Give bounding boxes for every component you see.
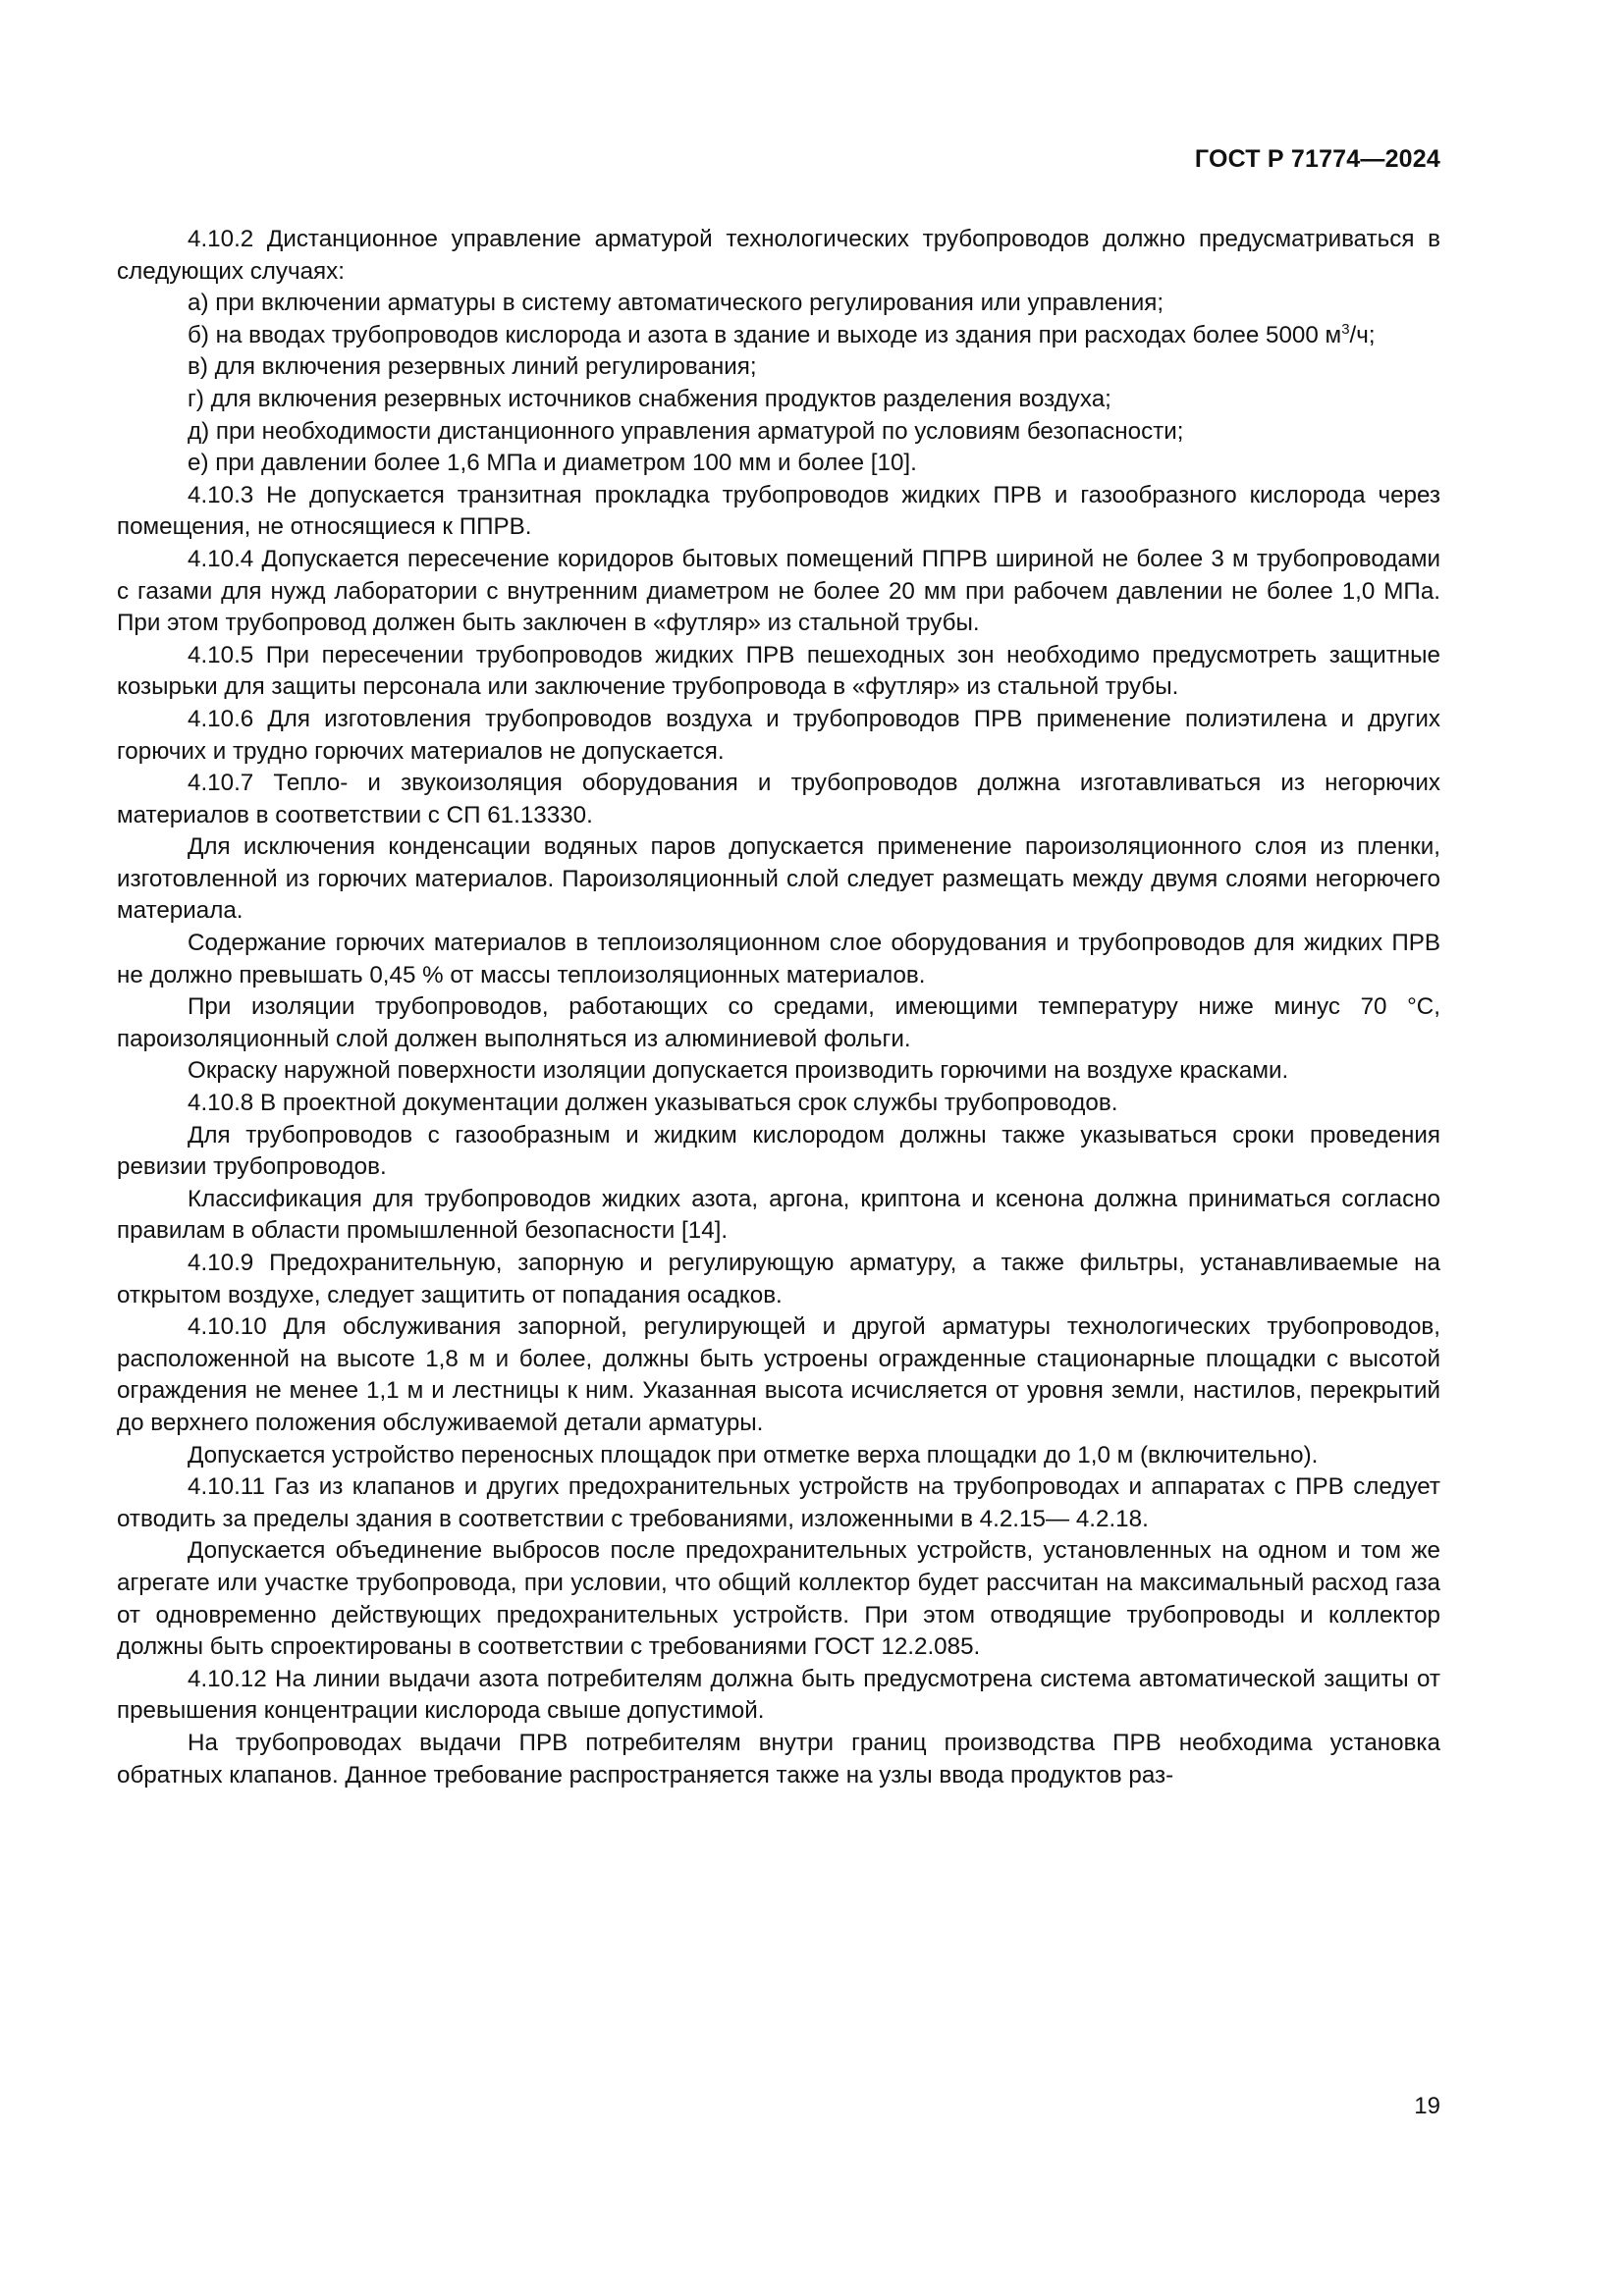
document-code-header: ГОСТ Р 71774—2024 xyxy=(1194,145,1440,173)
paragraph: На трубопроводах выдачи ПРВ потребителям внутри границ производства ПРВ необходима установка обратных клапанов. Данное требование распространяется также на узлы ввода продуктов раз- xyxy=(117,1729,1440,1789)
list-item-text: б) на вводах трубопроводов кислорода и азота в здание и выходе из здания при расходах более 5000 м xyxy=(188,321,1342,348)
paragraph: Для исключения конденсации водяных паров допускается применение пароизоляционного слоя из пленки, изготовленной из горючих материалов. Пароизоляционный слой следует размещать между двумя слоями негорючего материала. xyxy=(117,833,1440,925)
list-item: д) при необходимости дистанционного управления арматурой по условиям безопасности; xyxy=(188,417,1184,445)
paragraph: Классификация для трубопроводов жидких азота, аргона, криптона и ксенона должна приниматься согласно правилам в области промышленной безопасности [14]. xyxy=(117,1185,1440,1245)
paragraph: 4.10.11 Газ из клапанов и других предохранительных устройств на трубопроводах и аппаратах с ПРВ следует отводить за пределы здания в соответствии с требованиями, изложенными в 4.2.15— 4.2.18. xyxy=(117,1473,1440,1532)
paragraph: 4.10.7 Тепло- и звукоизоляция оборудования и трубопроводов должна изготавливаться из негорючих материалов в соответствии с СП 61.13330. xyxy=(117,770,1440,828)
paragraph: 4.10.8 В проектной документации должен указываться срок службы трубопроводов. xyxy=(188,1090,1118,1117)
paragraph: 4.10.3 Не допускается транзитная прокладка трубопроводов жидких ПРВ и газообразного кислорода через помещения, не относящиеся к ППРВ. xyxy=(117,481,1440,541)
paragraph: 4.10.9 Предохранительную, запорную и регулирующую арматуру, а также фильтры, устанавливаемые на открытом воздухе, следует защитить от попадания осадков. xyxy=(117,1250,1440,1308)
list-item: е) при давлении более 1,6 МПа и диаметром 100 мм и более [10]. xyxy=(188,450,917,477)
paragraph: 4.10.5 При пересечении трубопроводов жидких ПРВ пешеходных зон необходимо предусмотреть защитные козырьки для защиты персонала или заключение трубопровода в «футляр» из стальной трубы. xyxy=(117,641,1440,701)
paragraph: Для трубопроводов с газообразным и жидким кислородом должны также указываться сроки проведения ревизии трубопроводов. xyxy=(117,1121,1440,1181)
paragraph: 4.10.4 Допускается пересечение коридоров бытовых помещений ППРВ шириной не более 3 м трубопроводами с газами для нужд лаборатории с внутренним диаметром не более 20 мм при рабочем давлении не более 1,0 МПа. При этом трубопровод должен быть заключен в «футляр» из стальной трубы. xyxy=(117,545,1440,637)
paragraph: При изоляции трубопроводов, работающих со средами, имеющими температуру ниже минус 70 °С, пароизоляционный слой должен выполняться из алюминиевой фольги. xyxy=(117,993,1440,1052)
list-item: в) для включения резервных линий регулирования; xyxy=(188,353,757,381)
paragraph: Допускается устройство переносных площадок при отметке верха площадки до 1,0 м (включительно). xyxy=(188,1441,1319,1468)
paragraph: 4.10.6 Для изготовления трубопроводов воздуха и трубопроводов ПРВ применение полиэтилена и других горючих и трудно горючих материалов не допускается. xyxy=(117,705,1440,765)
list-item xyxy=(117,320,1440,352)
superscript: 3 xyxy=(1341,320,1350,338)
paragraph: 4.10.10 Для обслуживания запорной, регулирующей и другой арматуры технологических трубопроводов, расположенной на высоте 1,8 м и более, должны быть устроены огражденные стационарные площадки с высотой ограждения не менее 1,1 м и лестницы к ним. Указанная высота исчисляется от уровня земли, настилов, перекрытий до верхнего положения обслуживаемой детали арматуры. xyxy=(117,1313,1440,1436)
list-item: а) при включении арматуры в систему автоматического регулирования или управления; xyxy=(188,290,1164,317)
list-item: г) для включения резервных источников снабжения продуктов разделения воздуха; xyxy=(188,385,1111,412)
paragraph: 4.10.12 На линии выдачи азота потребителям должна быть предусмотрена система автоматической защиты от превышения концентрации кислорода свыше допустимой. xyxy=(117,1665,1440,1725)
page-number: 19 xyxy=(1414,2093,1440,2119)
paragraph: Содержание горючих материалов в теплоизоляционном слое оборудования и трубопроводов для жидких ПРВ не должно превышать 0,45 % от массы теплоизоляционных материалов. xyxy=(117,930,1440,988)
list-item-text-end: /ч; xyxy=(1349,321,1376,348)
paragraph: Допускается объединение выбросов после предохранительных устройств, установленных на одном и том же агрегате или участке трубопровода, при условии, что общий коллектор будет рассчитан на максимальный расход газа от одновременно действующих предохранительных устройств. При этом отводящие трубопроводы и коллектор должны быть спроектированы в соответствии с требованиями ГОСТ 12.2.085. xyxy=(117,1537,1440,1661)
paragraph: 4.10.2 Дистанционное управление арматурой технологических трубопроводов должно предусматриваться в следующих случаях: xyxy=(117,226,1440,285)
paragraph: Окраску наружной поверхности изоляции допускается производить горючими на воздухе красками. xyxy=(188,1057,1289,1085)
body-text xyxy=(117,224,1440,1791)
